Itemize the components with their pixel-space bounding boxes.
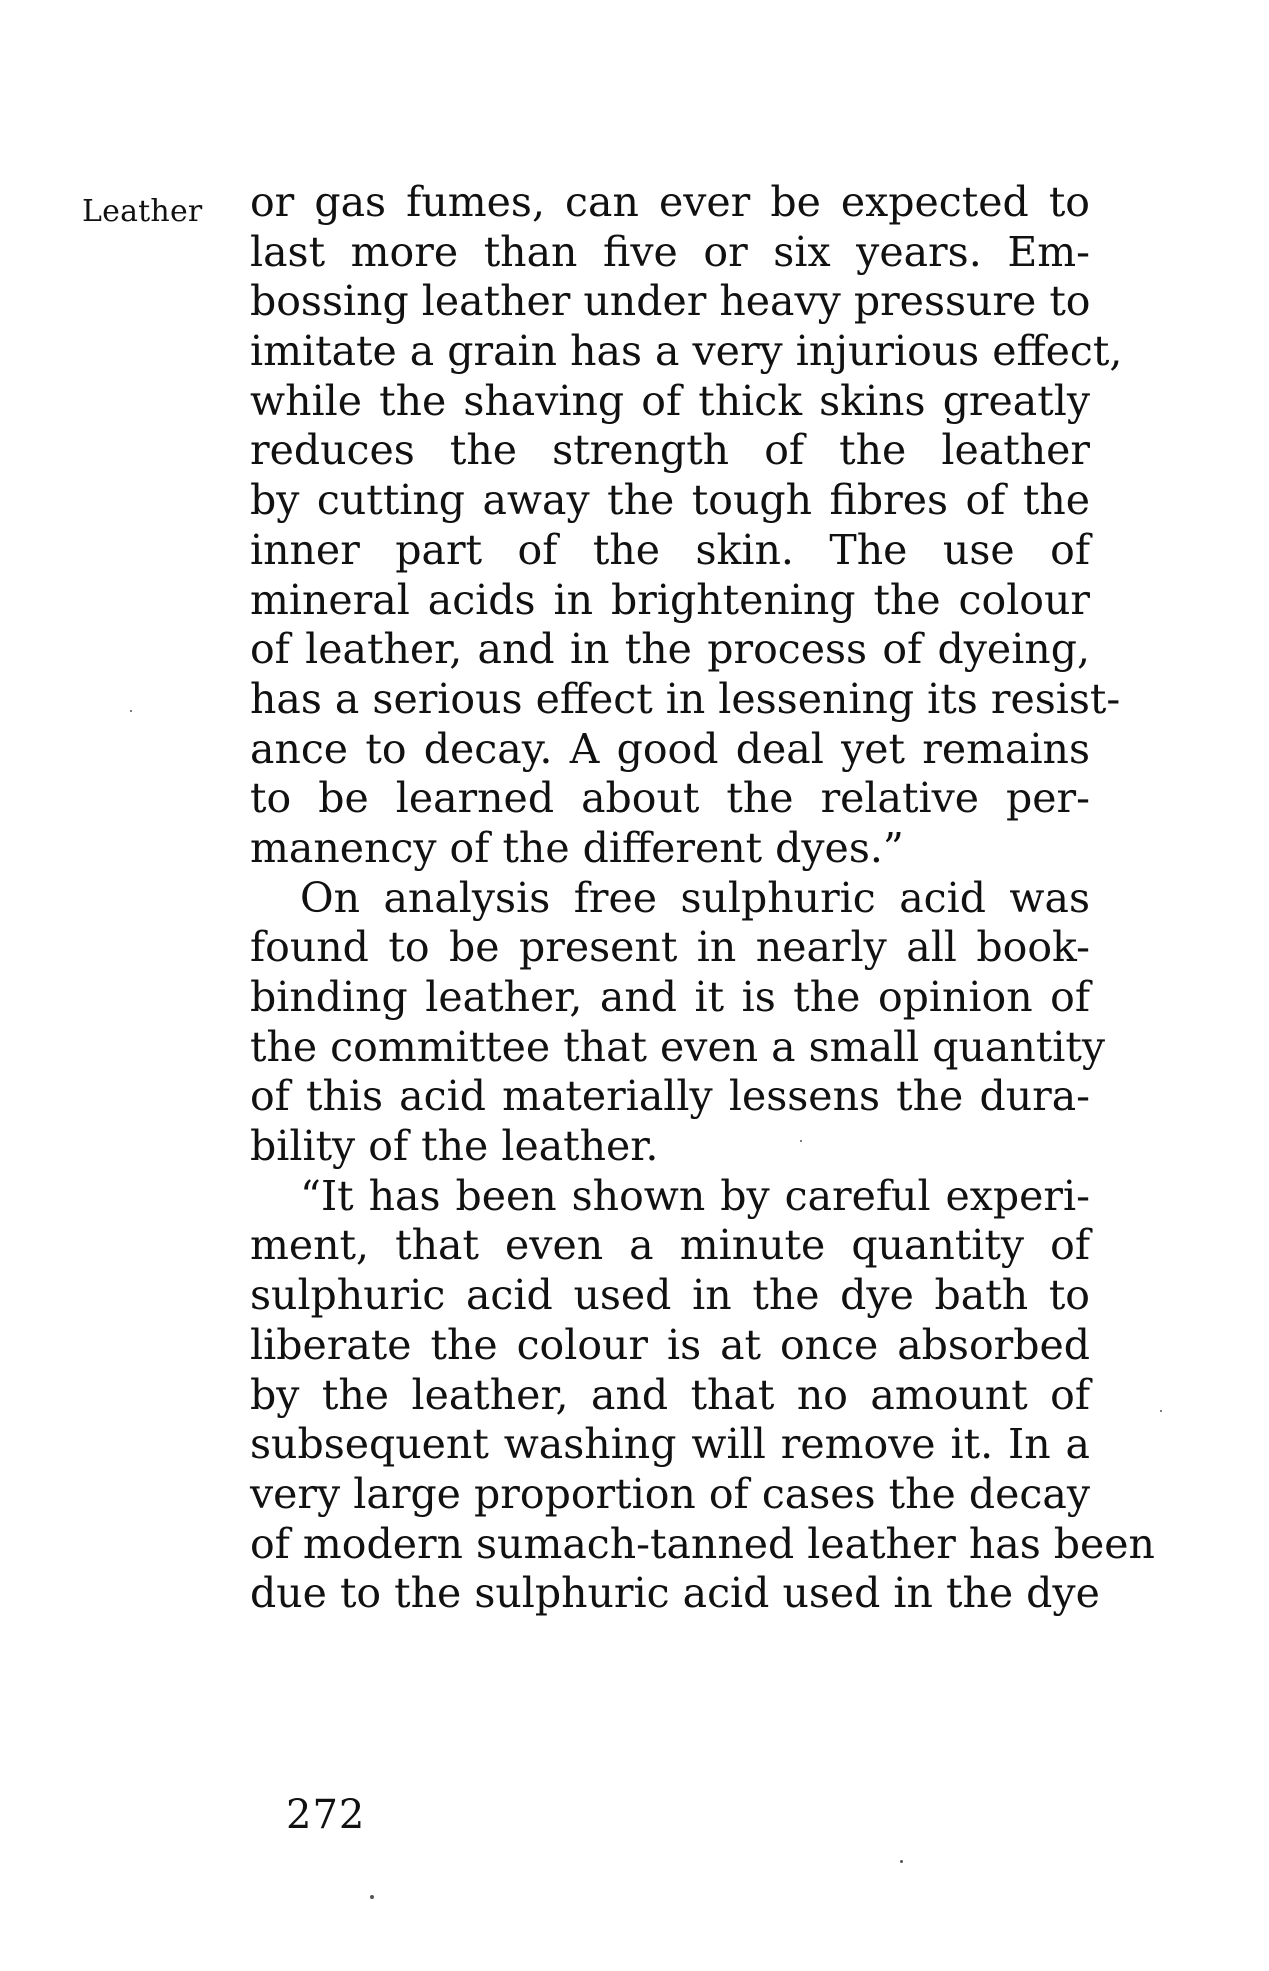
scan-speck: [900, 1860, 903, 1863]
text-line: by the leather, and that no amount of: [250, 1370, 1090, 1419]
text-line: liberate the colour is at once absorbed: [250, 1320, 1090, 1369]
text-line: mineral acids in brightening the colour: [250, 575, 1090, 624]
text-line: due to the sulphuric acid used in the dye: [250, 1569, 1100, 1618]
text-line: by cutting away the tough fibres of the: [250, 476, 1090, 525]
text-line: last more than five or six years. Em-: [250, 227, 1090, 276]
text-line: or gas fumes, can ever be expected to: [250, 178, 1090, 226]
text-line: ance to decay. A good deal yet remains: [250, 724, 1090, 773]
body-text: [250, 178, 1155, 1619]
text-line: very large proportion of cases the decay: [250, 1469, 1090, 1518]
scan-speck: [130, 710, 132, 712]
text-line: bility of the leather.: [250, 1122, 659, 1171]
running-head: Leather: [82, 194, 203, 229]
text-line: sulphuric acid used in the dye bath to: [250, 1271, 1090, 1320]
text-line: to be learned about the relative per-: [250, 774, 1090, 823]
scan-speck: [800, 1140, 802, 1142]
page-number: 272: [286, 1792, 366, 1838]
text-line: while the shaving of thick skins greatly: [250, 376, 1090, 425]
text-line: On analysis free sulphuric acid was: [300, 873, 1090, 922]
text-line: has a serious effect in lessening its resist-: [250, 674, 1121, 723]
text-line: of modern sumach-tanned leather has been: [250, 1519, 1155, 1568]
text-line: the committee that even a small quantity: [250, 1022, 1105, 1071]
text-line: inner part of the skin. The use of: [250, 525, 1090, 574]
scan-speck: [1160, 1410, 1162, 1412]
text-line: found to be present in nearly all book-: [250, 923, 1090, 972]
text-line: subsequent washing will remove it. In a: [250, 1420, 1090, 1469]
text-line: bossing leather under heavy pressure to: [250, 277, 1091, 326]
text-line: binding leather, and it is the opinion of: [250, 973, 1090, 1021]
text-line: of leather, and in the process of dyeing,: [250, 625, 1090, 674]
text-line: reduces the strength of the leather: [250, 426, 1090, 475]
text-line: of this acid materially lessens the dura-: [250, 1072, 1090, 1121]
text-line: ment, that even a minute quantity of: [250, 1221, 1090, 1270]
text-line: imitate a grain has a very injurious effect,: [250, 327, 1123, 376]
text-line: manency of the different dyes.”: [250, 823, 904, 872]
scan-speck: [370, 1895, 374, 1899]
text-line: “It has been shown by careful experi-: [300, 1171, 1090, 1220]
